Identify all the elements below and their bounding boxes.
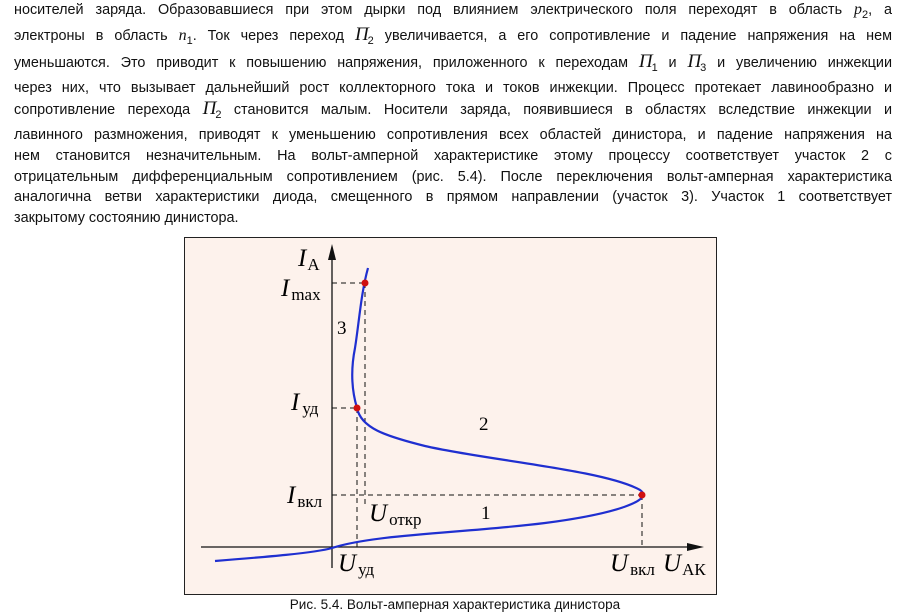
point-imax (362, 280, 369, 287)
paragraph-line-4: через них, что вызывает дальнейший рост коллекторного тока и токов инжекции. Процесс протекает лавинообразно и (14, 80, 892, 97)
paragraph-line-6: лавинного размножения, приводят к уменьшению сопротивления всех областей динистора, и падение напряжения на (14, 127, 892, 144)
text-run: , а (868, 2, 893, 18)
text-run: . Ток через переход (192, 28, 355, 45)
y-axis-label: IА (298, 245, 320, 274)
imax-label: I max (281, 275, 321, 304)
paragraph-line-8: отрицательным дифференциальным сопротивлением (рис. 5.4). После переключения вольт-амперная характеристика (14, 168, 892, 185)
subscript: 2 (367, 35, 374, 48)
paragraph-line-1 (14, 0, 892, 25)
text-run: уменьшаются. Это приводит к повышению напряжения, приложенного к переходам (14, 54, 639, 71)
junction-symbol: П (687, 50, 701, 72)
junction-symbol: П (354, 24, 368, 46)
segment-3-label: 3 (337, 318, 347, 339)
subscript: 2 (215, 108, 222, 121)
vac-curve (215, 268, 643, 561)
paragraph-line-3 (14, 52, 892, 78)
figure-volt-ampere (184, 237, 717, 595)
uud-label: U уд (338, 550, 375, 579)
subscript: 2 (861, 8, 869, 21)
y-axis-arrow-icon (328, 244, 336, 260)
iud-label: I уд (291, 389, 319, 418)
junction-symbol: П (202, 98, 216, 119)
text-run: и (657, 54, 688, 71)
junction-symbol: П (638, 50, 652, 72)
segment-1-label: 1 (481, 503, 491, 524)
x-axis-label: UАК (663, 550, 706, 579)
segment-2-label: 2 (479, 414, 489, 435)
text-run: сопротивление перехода (14, 102, 203, 118)
point-ivkl (639, 492, 646, 499)
ivkl-label: I вкл (287, 482, 323, 511)
paragraph-line-2 (14, 25, 892, 51)
x-axis-arrow-icon (687, 543, 704, 551)
text-run: носителей заряда. Образовавшиеся при этом дырки под влиянием электрического поля переходят в область (14, 2, 854, 18)
text-run: и увеличению инжекции (706, 54, 892, 71)
point-iud (354, 405, 361, 412)
uvkl-label: U вкл (610, 550, 655, 579)
text-run: электроны в область (14, 28, 179, 45)
body-paragraph (14, 0, 892, 228)
paragraph-line-5 (14, 99, 892, 125)
subscript: 3 (700, 61, 707, 74)
figure-caption: Рис. 5.4. Вольт-амперная характеристика динистора (289, 597, 621, 612)
text-run: становится малым. Носители заряда, появившиеся в областях вследствие инжекции и (221, 102, 893, 118)
var-p: p (853, 1, 862, 18)
paragraph-line-10: закрытому состоянию динистора. (14, 209, 239, 226)
subscript: 1 (186, 35, 193, 48)
vac-diagram (185, 238, 718, 596)
var-n: n (178, 27, 187, 45)
uotkr-label: U откр (369, 500, 422, 529)
text-run: увеличивается, а его сопротивление и падение напряжения на нем (373, 28, 892, 45)
paragraph-line-9: аналогична ветви характеристики диода, смещенного в прямом направлении (участок 3). Участок 1 соответствует (14, 189, 892, 206)
subscript: 1 (651, 61, 658, 74)
paragraph-line-7: нем становится незначительным. На вольт-амперной характеристике этому процессу соответствует участок 2 с (14, 148, 892, 165)
